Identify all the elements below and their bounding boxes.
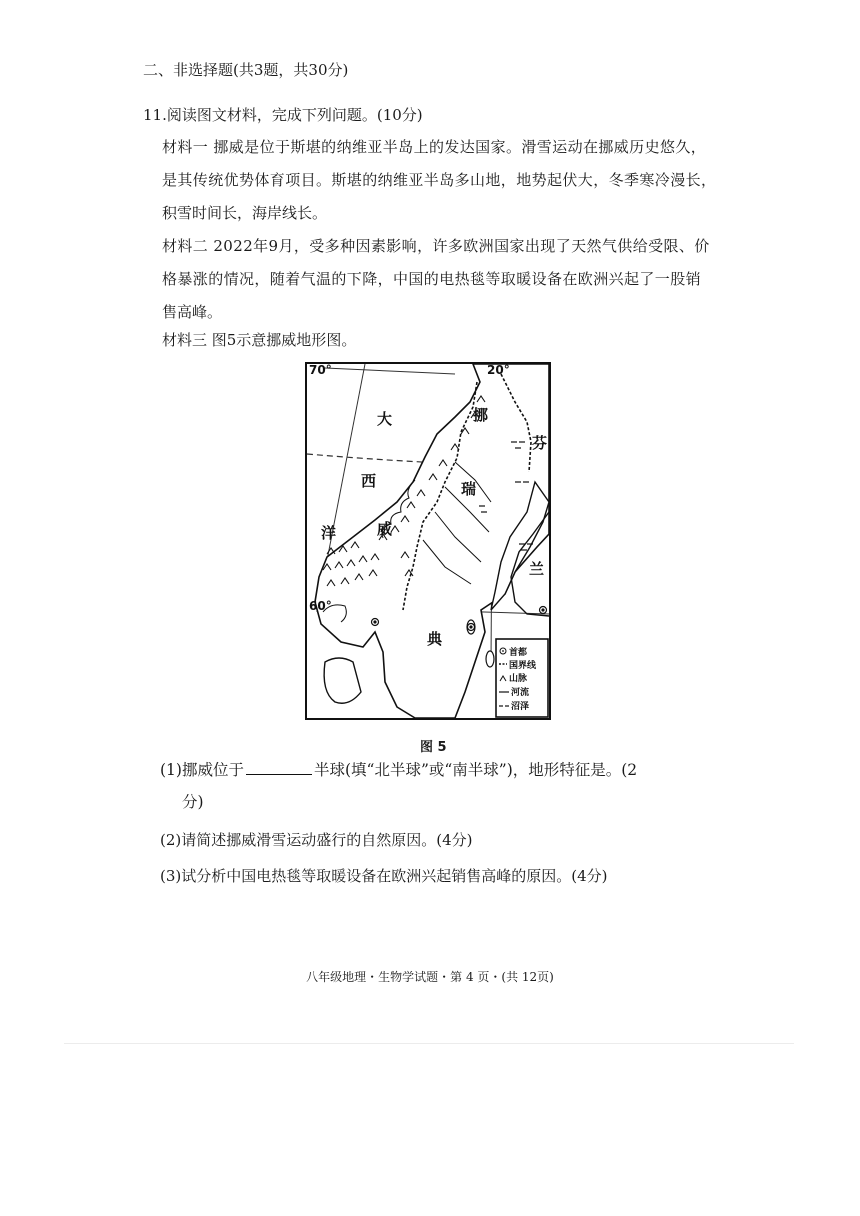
ocean-char-1: 大 [377,410,393,428]
sub-question-3: (3)试分析中国电热毯等取暖设备在欧洲兴起销售高峰的原因。(4分) [160,867,608,885]
legend-marsh: 沼泽 [511,702,530,712]
norway-char-2: 威 [377,520,393,538]
label-20: 20° [487,363,510,377]
sub1-before: (1)挪威位于 [160,761,244,779]
material2-line3: 售高峰。 [162,303,223,321]
label-70: 70° [309,363,332,377]
legend-border: 国界线 [509,661,537,671]
material2-line1: 材料二 2022年9月，受多种因素影响，许多欧洲国家出现了天然气供给受限、价 [162,237,710,255]
sub1-cont: 分) [182,793,204,811]
ocean-char-3: 洋 [321,524,337,542]
sub-question-2: (2)请简述挪威滑雪运动盛行的自然原因。(4分) [160,831,473,849]
sub-question-1 [160,760,637,780]
material1-line3: 积雪时间长，海岸线长。 [162,204,328,222]
legend-river: 河流 [511,688,530,698]
answer-blank[interactable] [246,760,312,775]
section-heading: 二、非选择题(共3题，共30分) [143,61,349,79]
page-divider [64,1043,794,1044]
map-legend [496,639,548,717]
sub1-after: 半球(填“北半球”或“南半球”)，地形特征是。(2 [313,761,638,779]
material1-line2: 是其传统优势体育项目。斯堪的纳维亚半岛多山地，地势起伏大，冬季寒冷漫长， [162,171,717,189]
map-caption: 图 5 [420,740,447,755]
material1-line1: 材料一 挪威是位于斯堪的纳维亚半岛上的发达国家。滑雪运动在挪威历史悠久， [162,138,707,156]
material3: 材料三 图5示意挪威地形图。 [162,331,357,349]
norway-terrain-map [305,362,551,720]
page-footer: 八年级地理・生物学试题・第 4 页・(共 12页) [306,970,554,984]
question-stem: 11.阅读图文材料，完成下列问题。(10分) [143,106,423,124]
sweden-char-2: 典 [427,630,443,648]
finland-char-1: 芬 [532,434,548,452]
material2-line2: 格暴涨的情况，随着气温的下降，中国的电热毯等取暖设备在欧洲兴起了一股销 [162,270,702,288]
ocean-char-2: 西 [361,472,377,490]
sweden-char-1: 瑞 [461,480,477,498]
label-60: 60° [309,599,332,613]
legend-mountain: 山脉 [509,674,528,684]
norway-char-1: 挪 [473,406,489,424]
legend-capital: 首都 [509,648,528,658]
finland-char-2: 兰 [529,560,545,578]
